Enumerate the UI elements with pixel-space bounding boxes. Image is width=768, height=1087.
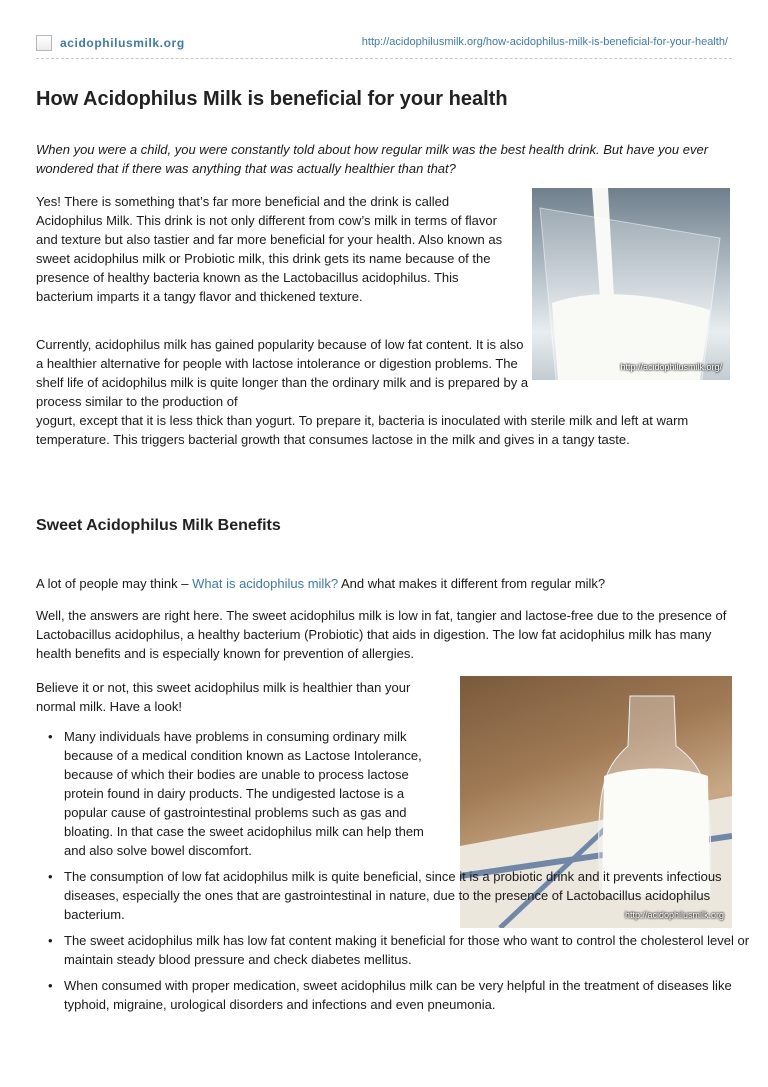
image2-credit: http://acidophilusmilk.org xyxy=(624,910,724,920)
page-url-link[interactable]: http://acidophilusmilk.org/how-acidophilus-milk-is-beneficial-for-your-health/ xyxy=(361,36,728,48)
page-header xyxy=(36,34,732,54)
list-item: • When consumed with proper medication, sweet acidophilus milk can be very helpful in the treatment of diseases like typhoid, migraine, urological disorders and infections and even pneumonia. xyxy=(64,976,764,1014)
page-title: How Acidophilus Milk is beneficial for your health xyxy=(36,88,508,110)
milk-glass-illustration xyxy=(532,188,730,380)
paragraph-3-after: And what makes it different from regular milk? xyxy=(338,576,606,591)
what-is-acidophilus-milk-link[interactable]: What is acidophilus milk? xyxy=(192,576,339,591)
intro-paragraph: When you were a child, you were constantly told about how regular milk was the best health drink. But have you ever wondered that if there was anything that was actually healthier than that? xyxy=(36,142,709,176)
site-favicon-icon xyxy=(36,35,52,51)
paragraph-2-wide: yogurt, except that it is less thick than yogurt. To prepare it, bacteria is inoculated with sterile milk and left at warm temperature. This triggers bacterial growth that consumes lactose in the milk and gives in a tangy taste. xyxy=(36,413,689,447)
benefits-list xyxy=(36,727,764,1021)
header-divider xyxy=(36,58,732,59)
paragraph-4: Well, the answers are right here. The sweet acidophilus milk is low in fat, tangier and lactose-free due to the presence of Lactobacillus acidophilus, a healthy bacterium (Probiotic) that aids in digestion. The low fat acidophilus milk has many health benefits and is especially known for prevention of allergies. xyxy=(36,608,727,661)
milk-pouring-glass-image xyxy=(532,188,730,380)
paragraph-1: Yes! There is something that’s far more beneficial and the drink is called Acidophilus Milk. This drink is not only different from cow’s milk in terms of flavor and texture but also tastier and far more beneficial for your health. Also known as sweet acidophilus milk or Probiotic milk, this drink gets its name because of the presence of healthy bacteria known as the Lactobacillus acidophilus. This bacterium imparts it a tangy flavor and thickened texture. xyxy=(36,194,503,304)
section-title: Sweet Acidophilus Milk Benefits xyxy=(36,517,281,534)
paragraph-3 xyxy=(36,574,736,593)
image1-credit: http://acidophilusmilk.org/ xyxy=(620,362,722,372)
list-item: • Many individuals have problems in consuming ordinary milk because of a medical condition known as Lactose Intolerance, because of which their bodies are unable to process lactose protein found in dairy products. The undigested lactose is a popular cause of gastrointestinal problems such as gas and bloating. In that case the sweet acidophilus milk can help them and also solve bowel discomfort. xyxy=(64,727,444,860)
paragraph-3-before: A lot of people may think – xyxy=(36,576,193,591)
paragraph-5: Believe it or not, this sweet acidophilus milk is healthier than your normal milk. Have a look! xyxy=(36,680,411,714)
list-item: • The sweet acidophilus milk has low fat content making it beneficial for those who want to control the cholesterol level or maintain steady blood pressure and check diabetes mellitus. xyxy=(64,931,764,969)
paragraph-2-narrow: Currently, acidophilus milk has gained popularity because of low fat content. It is also a healthier alternative for people with lactose intolerance or digestion problems. The shelf life of acidophilus milk is quite longer than the ordinary milk and is prepared by a process similar to the production of xyxy=(36,337,529,409)
site-name-link[interactable]: acidophilusmilk.org xyxy=(60,36,185,50)
list-item: • The consumption of low fat acidophilus milk is quite beneficial, since it is a probiotic drink and it prevents infectious diseases, especially the ones that are gastrointestinal in nature, due to the presence of Lactobacillus acidophilus bacterium. xyxy=(64,867,764,924)
